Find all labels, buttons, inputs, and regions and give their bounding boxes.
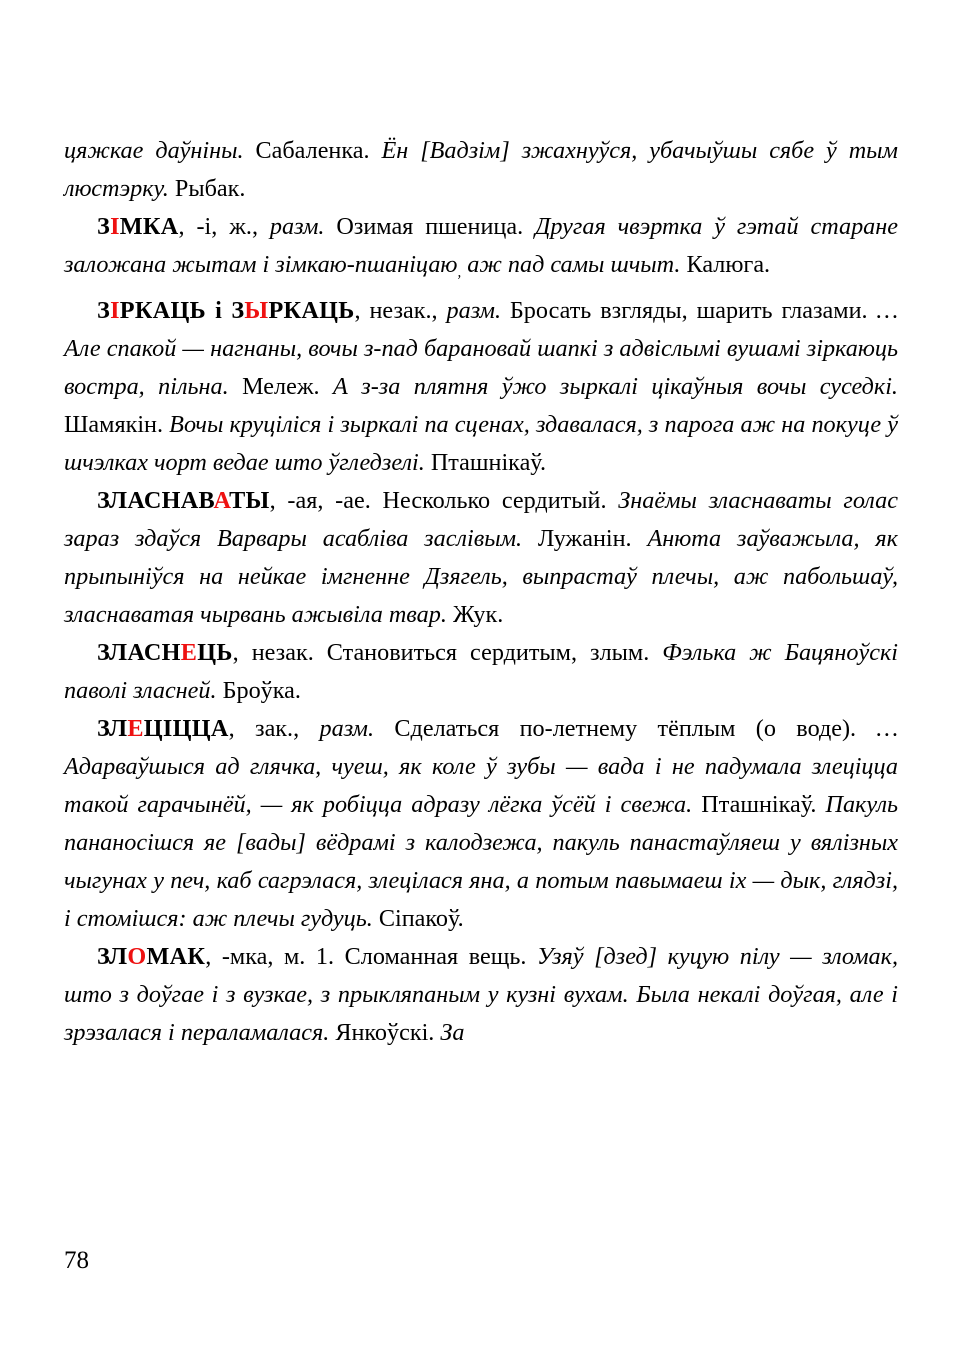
author-attribution: Шамякін. (64, 410, 170, 438)
dictionary-entry-zimka (64, 208, 898, 292)
headword-separator: і (205, 296, 232, 324)
stressed-vowel: Ы (244, 296, 269, 324)
definition-text: , -мка, м. 1. Сломанная вещь. (205, 942, 538, 970)
author-attribution: Пташнікаў. (424, 448, 547, 476)
headword-part: ЗЛ (97, 714, 128, 742)
headword-part: ЦІЦЦА (143, 714, 229, 742)
stressed-vowel: А (213, 486, 230, 514)
usage-label: разм. (269, 213, 325, 240)
author-attribution: Сабаленка. (243, 137, 382, 164)
citation-text: Ён [Вадзім] зжахнуўся, убачыўшы сябе ў тым люстэрку. (64, 137, 898, 202)
headword (97, 213, 179, 240)
usage-label: разм. (319, 714, 375, 742)
page-number: 78 (64, 1247, 89, 1274)
headword-part: МАК (146, 942, 206, 970)
dictionary-entry-zlomak (64, 938, 898, 1052)
author-attribution: Рыбак. (168, 175, 246, 202)
headword (97, 487, 270, 514)
citation-text-truncated: За (440, 1018, 465, 1046)
citation-text: Знаёмы зласнаваты голас зараз здаўся Варвары асабліва заслівым. (64, 486, 898, 552)
grammar-info: , -і, ж., (178, 213, 270, 240)
dictionary-entry-zlecicca (64, 710, 898, 938)
headword-part: ЦЬ (197, 638, 233, 666)
author-attribution: Янкоўскі. (329, 1018, 441, 1046)
citation-text: Анюта заўважыла, як прыпыніўся на нейкае імгненне Дзягель, выпрастаў плечы, аж пабольшаў, зласнаватая чырвань ажывіла твар. (64, 524, 898, 628)
citation-text: Была некалі доўгая, але і зрэзалася і пераламалася. (64, 980, 899, 1046)
paragraph-continuation (64, 132, 898, 208)
subscript-mark: , (457, 264, 462, 281)
author-attribution: Пташнікаў. (692, 790, 826, 818)
headword-part: ЗЛАСНАВ (97, 486, 214, 514)
citation-text: Другая чвэртка ў гэтай старане заложана жытам і зімкаю-пшаніцаю (64, 213, 899, 278)
author-attribution: Лужанін. (522, 524, 648, 552)
headword-part: РКАЦЬ (119, 296, 206, 324)
definition-text: , -ая, -ае. Несколько сердитый. (269, 486, 619, 514)
dictionary-entry-zlasnavaty (64, 482, 898, 634)
definition-text: Сделаться по-летнему тёплым (о воде). (374, 714, 877, 742)
grammar-info: , зак., (228, 714, 320, 742)
definition-text: Озимая пшеница. (324, 213, 536, 240)
author-attribution: Калюга. (680, 251, 771, 278)
headword-part: З (97, 213, 111, 240)
citation-text: Узяў [дзед] куцую пілу — зломак, што з доўгае і з вузкае, з прыкляпаным у кузні вухам. (64, 942, 898, 1008)
stressed-vowel: Е (127, 714, 144, 742)
citation-text: аж пад самы шчыт. (461, 251, 681, 278)
headword-part: РКАЦЬ (268, 296, 355, 324)
headword-part: З (97, 296, 111, 324)
headword (97, 715, 229, 742)
stressed-vowel: О (127, 942, 147, 970)
author-attribution: Мележ. (228, 372, 334, 400)
headword-part: МКА (119, 213, 179, 240)
definition-text: , незак. Становиться сердитым, злым. (232, 638, 663, 666)
headword-part: ЗЛАСН (97, 638, 181, 666)
stressed-vowel: Е (180, 638, 198, 666)
citation-text: цяжкае даўніны. (64, 137, 244, 164)
citation-text: Вочы круціліся і зыркалі па сценах, здавалася, з парога аж на покуце ў шчэлках чорт ведае што ўгледзелі. (64, 410, 899, 476)
citation-text: Фэлька ж Бацяноўскі паволі злаcней. (64, 638, 898, 704)
grammar-info: , незак., (354, 296, 447, 324)
dictionary-entry-zirkac (64, 292, 898, 482)
headword-part: ЗЛ (97, 942, 128, 970)
author-attribution: Броўка. (216, 676, 301, 704)
author-attribution: Сіпакоў. (372, 904, 464, 932)
citation-text: …Але спакой — нагнаны, вочы з-пад барановай шапкі з адвіслымі вушамі зіркаюць востра, пільна. (64, 296, 898, 400)
text-column (64, 132, 898, 1052)
citation-text: А з-за плятня ўжо зыркалі цікаўныя вочы суседкі. (333, 372, 898, 400)
stressed-vowel: І (110, 296, 120, 324)
headword (97, 639, 233, 666)
usage-label: разм. (446, 296, 502, 324)
headword-part: ТЫ (229, 486, 270, 514)
citation-text: Пакуль пананосішся яе [вады] вёдрамі з калодзежа, пакуль панастаўляеш у вялізных чыгунах у печ, каб сагрэлася, злецілася яна, а потым павымаеш іх — дык, глядзі, і стомішся: аж плечы гудуць. (64, 790, 899, 932)
citation-text: …Адарваўшыся ад глячка, чуеш, як коле ў зубы — вада і не падумала злеціцца такой гарачынёй, — як робіцца адразу лёгка ўсёй і свежа. (64, 714, 898, 818)
headword (97, 943, 205, 970)
definition-text: Бросать взгляды, шарить глазами. (501, 296, 877, 324)
stressed-vowel: І (110, 213, 120, 240)
headword (97, 297, 355, 324)
dictionary-entry-zlasnec (64, 634, 898, 710)
headword-part: З (231, 296, 245, 324)
author-attribution: Жук. (446, 600, 504, 628)
